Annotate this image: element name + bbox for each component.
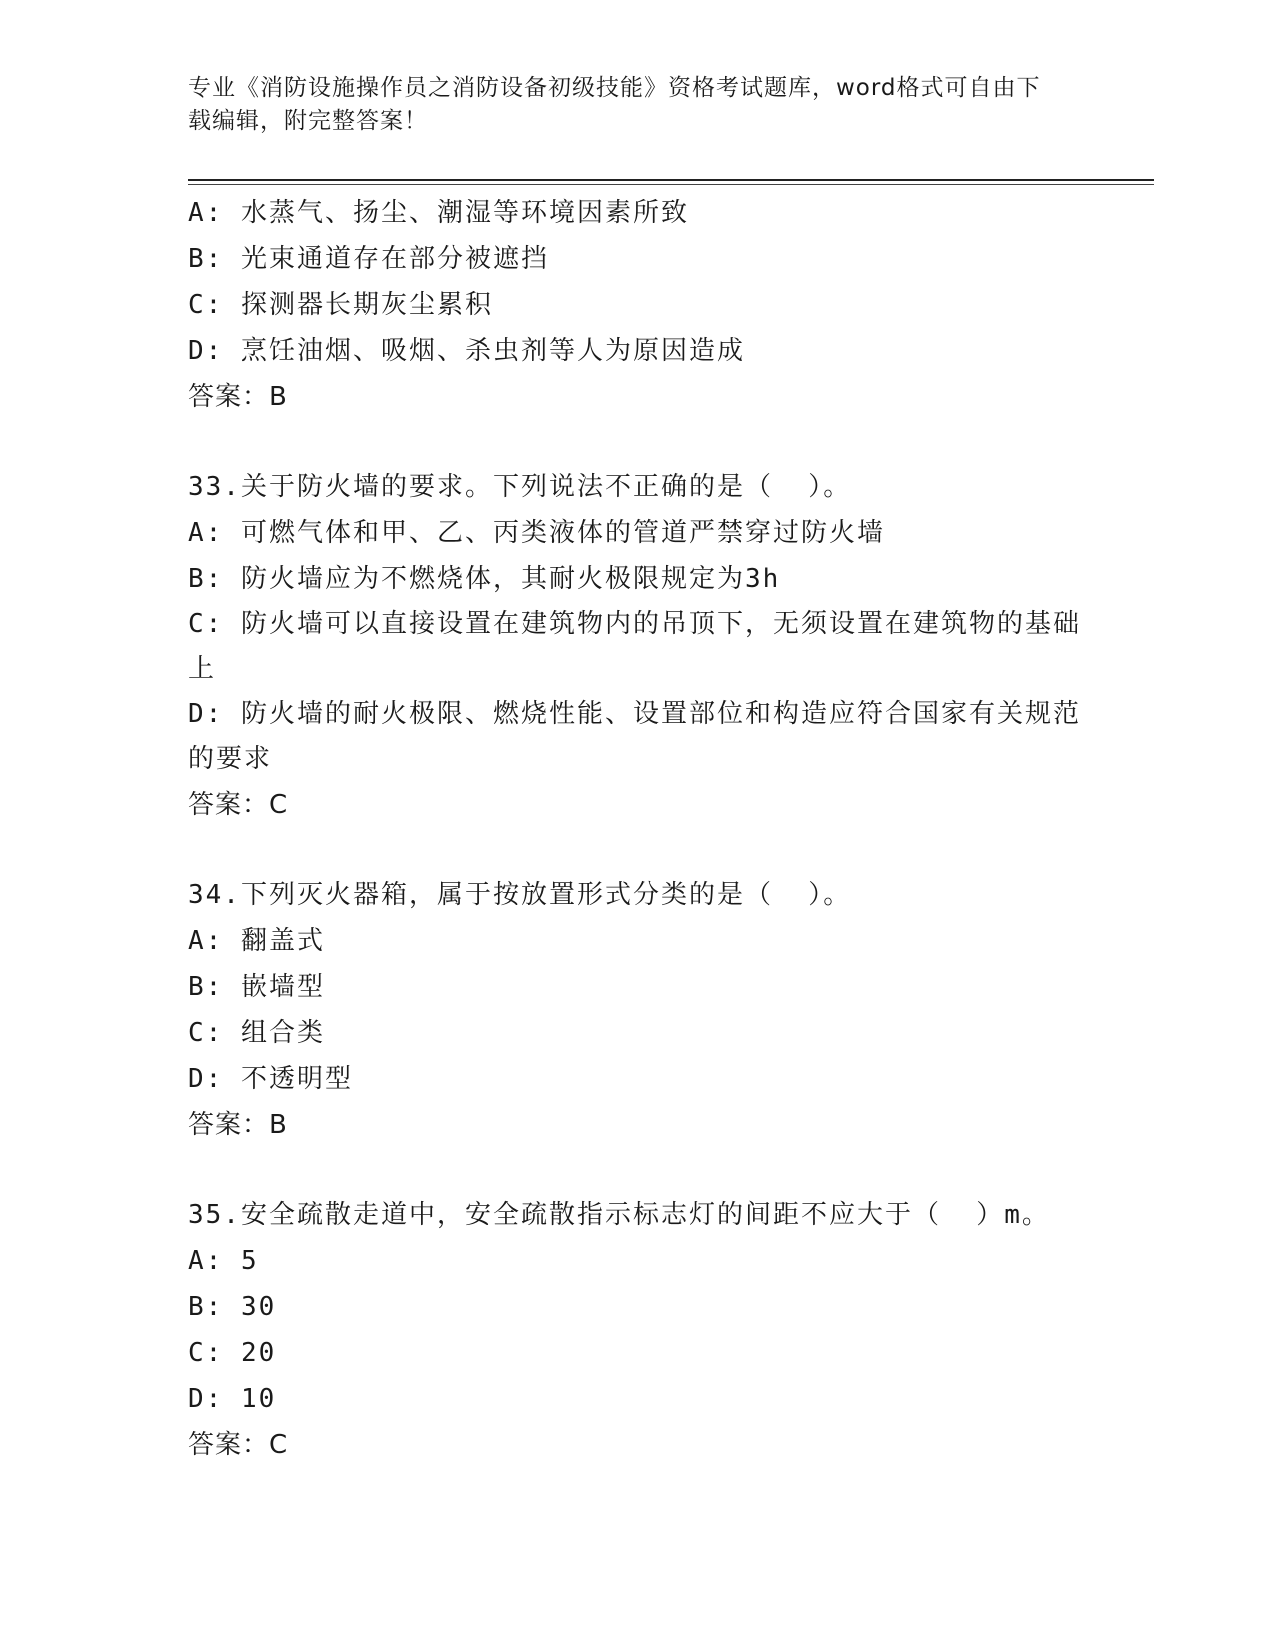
question-list [188,190,1088,1468]
option-c: C: 防火墙可以直接设置在建筑物内的吊顶下，无须设置在建筑物的基础上 [188,609,1081,684]
document-header [188,72,1068,138]
option-a: A: 翻盖式 [188,926,325,956]
header-line-1: 专业《消防设施操作员之消防设备初级技能》资格考试题库，word格式可自由下 [188,75,1041,101]
question-text: 34.下列灭火器箱，属于按放置形式分类的是（ ）。 [188,880,852,910]
option-d: D: 烹饪油烟、吸烟、杀虫剂等人为原因造成 [188,336,745,366]
option-d: D: 防火墙的耐火极限、燃烧性能、设置部位和构造应符合国家有关规范的要求 [188,699,1081,774]
question-block-32 [188,190,1088,420]
spacer [188,420,1088,464]
option-b: B: 防火墙应为不燃烧体，其耐火极限规定为3h [188,564,781,594]
question-block-34 [188,872,1088,1148]
answer-label: 答案：C [188,1430,289,1460]
spacer [188,1148,1088,1192]
option-c: C: 20 [188,1338,277,1368]
option-a: A: 5 [188,1246,259,1276]
question-block-33 [188,464,1088,828]
option-b: B: 30 [188,1292,277,1322]
question-text: 35.安全疏散走道中，安全疏散指示标志灯的间距不应大于（ ）m。 [188,1200,1050,1230]
question-text: 33.关于防火墙的要求。下列说法不正确的是（ ）。 [188,472,852,502]
option-b: B: 光束通道存在部分被遮挡 [188,244,549,274]
option-c: C: 组合类 [188,1018,325,1048]
header-line-2: 载编辑，附完整答案！ [188,108,428,134]
option-a: A: 水蒸气、扬尘、潮湿等环境因素所致 [188,198,689,228]
header-divider-thick [188,179,1154,181]
option-b: B: 嵌墙型 [188,972,325,1002]
spacer [188,828,1088,872]
answer-label: 答案：B [188,1110,288,1140]
option-d: D: 10 [188,1384,277,1414]
header-divider-thin [188,184,1154,185]
option-d: D: 不透明型 [188,1064,353,1094]
option-a: A: 可燃气体和甲、乙、丙类液体的管道严禁穿过防火墙 [188,518,885,548]
answer-label: 答案：B [188,382,288,412]
question-block-35 [188,1192,1088,1468]
option-c: C: 探测器长期灰尘累积 [188,290,493,320]
answer-label: 答案：C [188,790,289,820]
